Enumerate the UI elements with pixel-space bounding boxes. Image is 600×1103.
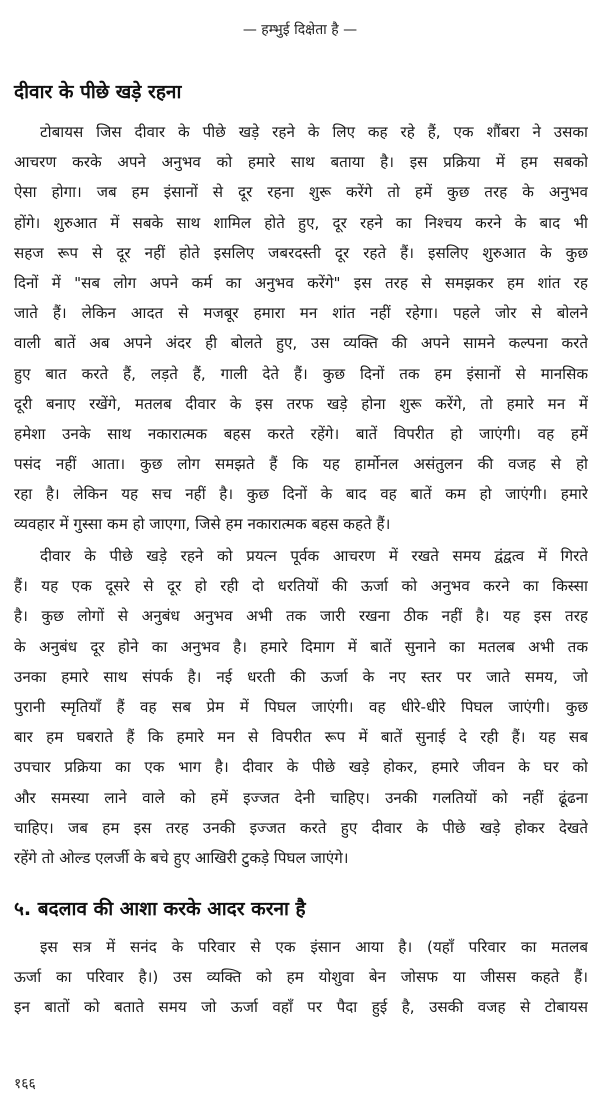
text-line: उनका हमारे साथ संपर्क है। नई धरती की ऊर्जा के नए स्तर पर जाते समय, जो: [14, 667, 588, 686]
text-line: दूरी बनाए रखेंगे, मतलब दीवार के इस तरफ खड़े होना शुरू करेंगे, तो हमारे मन में: [14, 394, 588, 413]
page-number: १६६: [14, 1076, 36, 1092]
text-line: सहज रूप से दूर नहीं होते इसलिए जबरदस्ती दूर रहते हैं। इसलिए शुरुआत के कुछ: [14, 243, 588, 262]
text-line: आचरण करके अपने अनुभव को हमारे साथ बताया है। इस प्रक्रिया में हम सबको: [14, 153, 588, 172]
text-line: व्यवहार में गुस्सा कम हो जाएगा, जिसे हम नकारात्मक बहस कहते हैं।: [14, 515, 391, 534]
text-line: पुरानी स्मृतियाँ हैं वह सब प्रेम में पिघल जाएंगी। वह धीरे-धीरे पिघल जाएंगी। कुछ: [14, 697, 588, 716]
text-line: रहेंगे तो ओल्ड एलर्जी के बचे हुए आखिरी टुकड़े पिघल जाएंगे।: [14, 848, 349, 867]
running-head: — हम्भुई दिक्षेता है —: [242, 22, 358, 38]
text-line: दिनों में "सब लोग अपने कर्म का अनुभव करेंगे" इस तरह से समझकर हम शांत रह: [14, 273, 588, 292]
text-line: रहा है। लेकिन यह सच नहीं है। कुछ दिनों के बाद वह बातें कम हो जाएंगी। हमारे: [14, 485, 588, 504]
paragraph-1: [14, 117, 588, 540]
text-line: टोबायस जिस दीवार के पीछे खड़े रहने के लिए कह रहे हैं, एक शौंबरा ने उसका: [40, 123, 588, 141]
text-line: वाली बातें अब अपने अंदर ही बोलते हुए, उस व्यक्ति की अपने सामने कल्पना करते: [14, 334, 588, 353]
text-line: हमेशा उनके साथ नकारात्मक बहस करते रहेंगे। बातें विपरीत हो जाएंगी। वह हमें: [14, 424, 588, 443]
text-line: दीवार के पीछे खड़े रहने को प्रयत्न पूर्वक आचरण में रखते समय द्वंद्वत्व में गिरते: [40, 547, 588, 565]
text-line: है। कुछ लोगों से अनुबंध अनुभव अभी तक जारी रखना ठीक नहीं है। यह इस तरह: [14, 607, 588, 626]
text-line: हैं। यह एक दूसरे से दूर हो रही दो धरतियों की ऊर्जा को अनुभव करने का किस्सा: [14, 577, 588, 596]
text-line: बार हम घबराते हैं कि हमारे मन से विपरीत रूप में बातें सुनाई दे रही हैं। यह सब: [14, 728, 588, 747]
text-line: ऐसा होगा। जब हम इंसानों से दूर रहना शुरू करेंगे तो हमें कुछ तरह के अनुभव: [14, 183, 588, 202]
text-line: और समस्या लाने वाले को हमें इज्जत देनी चाहिए। उनकी गलतियों को नहीं ढूंढना: [14, 788, 588, 807]
text-line: जाते हैं। लेकिन आदत से मजबूर हमारा मन शांत नहीं रहेगा। पहले जोर से बोलने: [14, 304, 588, 323]
text-line: होंगे। शुरुआत में सबके साथ शामिल होते हुए, दूर रहने का निश्चय करने के बाद भी: [14, 213, 588, 232]
paragraph-2: [14, 541, 588, 873]
text-line: पसंद नहीं आता। कुछ लोग समझते हैं कि यह हार्मोनल असंतुलन की वजह से हो: [14, 455, 588, 474]
text-line: के अनुबंध दूर होने का अनुभव है। हमारे दिमाग में बातें सुनाने का मतलब अभी तक: [14, 637, 588, 656]
paragraph-3: [14, 932, 588, 1023]
text-line: हुए बात करते हैं, लड़ते हैं, गाली देते हैं। कुछ दिनों तक हम इंसानों से मानसिक: [14, 364, 588, 383]
section-heading-wall: दीवार के पीछे खड़े रहना: [14, 81, 182, 103]
text-line: इस सत्र में सनंद के परिवार से एक इंसान आया है। (यहाँ परिवार का मतलब: [40, 938, 588, 956]
text-line: चाहिए। जब हम इस तरह उनकी इज्जत करते हुए दीवार के पीछे खड़े होकर देखते: [14, 818, 588, 837]
text-line: ऊर्जा का परिवार है।) उस व्यक्ति को हम योशुवा बेन जोसफ या जीसस कहते हैं।: [14, 968, 588, 987]
text-line: उपचार प्रक्रिया का एक भाग है। दीवार के पीछे खड़े होकर, हमारे जीवन के घर को: [14, 758, 588, 777]
text-line: इन बातों को बताते समय जो ऊर्जा वहाँ पर पैदा हुई है, उसकी वजह से टोबायस: [14, 998, 588, 1017]
section-heading-respect: ५. बदलाव की आशा करके आदर करना है: [14, 898, 306, 920]
